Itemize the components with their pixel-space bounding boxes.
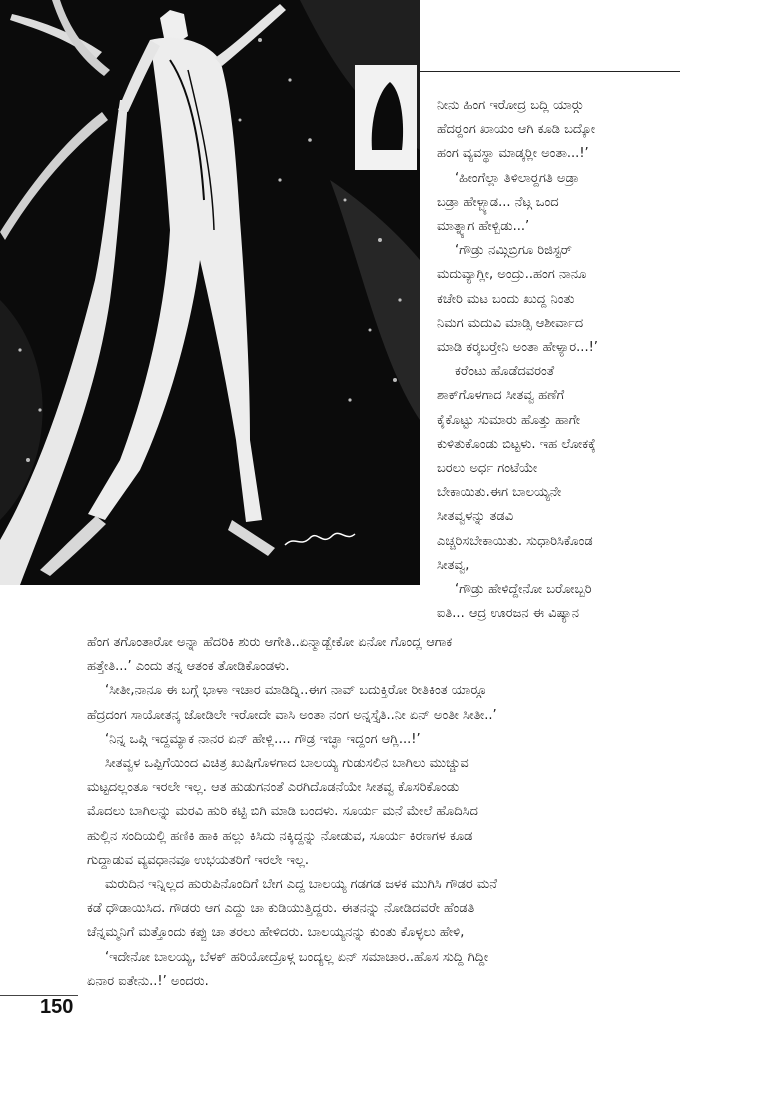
text-line: ಏನಾರ ಐತೇನು..!’ ಅಂದರು. (87, 973, 209, 989)
text-line: ಹಂಗ ವ್ಯವಸ್ಥಾ ಮಾಡ್ಕರ‍್ಲೀ ಅಂತಾ...!’ (437, 146, 589, 162)
text-line: ಗುದ್ದಾಡುವ ವ್ಯವಧಾನವೂ ಉಭಯತರಿಗೆ ಇರಲೇ ಇಲ್ಲ. (87, 852, 310, 868)
text-line: ‘ನಿನ್ನ ಒಪ್ಗಿ ಇದ್ದಮ್ಯಾಕ ನಾನರ ಏನ್ ಹೇಳ್ಲಿ.... ಗೌಡ್ರ ಇಚ್ಛಾ ಇದ್ದಂಗ ಆಗ್ಲಿ...!’ (105, 731, 421, 747)
text-line: ‘ಗೌಡ್ರು ನಮ್ಗಿಬ್ರಿಗೂ ರಿಜಿಸ್ಟರ್ (455, 243, 572, 259)
right-column-text (437, 94, 677, 626)
text-line: ಮೊದಲು ಬಾಗಿಲನ್ನು ಮರವಿ ಹುರಿ ಕಟ್ಟಿ ಬಿಗಿ ಮಾಡಿ ಬಂದಳು. ಸೂರ್ಯ ಮನೆ ಮೇಲೆ ಹೊದಿಸಿದ (87, 804, 478, 820)
text-line: ಹೆದ್ರದಂಗ ಸಾಯೋತನ್ಕ ಜೋಡಿಲೇ ಇರೋದೇ ವಾಸಿ ಅಂತಾ ನಂಗ ಅನ್ನಸ್ತೈತಿ..ನೀ ಏನ್ ಅಂತೀ ಸೀತೀ..’ (87, 707, 497, 723)
text-line: ಸೀತವ್ವಳ ಒಪ್ಪಿಗೆಯಿಂದ ವಿಚಿತ್ರ ಖುಷಿಗೊಳಗಾದ ಬಾಲಯ್ಯ ಗುಡುಸಲಿನ ಬಾಗಿಲು ಮುಚ್ಚುವ (105, 756, 469, 772)
text-line: ಬಡ್ರಾ ಹೇಳ್ಬ್ಯಾಡ... ನೆಟ್ಗ ಒಂದ (437, 194, 559, 210)
full-width-text (87, 631, 687, 994)
text-line: ‘ಹೀಂಗೆಲ್ಲಾ ತಿಳಿಲಾರ‍್ದಗತಿ ಅಡ್ರಾ (455, 170, 579, 186)
text-line: ಕಚೇರಿ ಮಟ ಬಂದು ಖುದ್ದ ನಿಂತು (437, 291, 575, 307)
text-line: ಸೀತವ್ವ, (437, 557, 470, 573)
text-line: ಸೀತವ್ವಳನ್ನು ತಡವಿ (437, 509, 514, 525)
text-line: ಚೆನ್ನಮ್ಮನಿಗೆ ಮತ್ತೊಂದು ಕಪ್ಪು ಚಾ ತರಲು ಹೇಳಿದರು. ಬಾಲಯ್ಯನನ್ನು ಕುಂತು ಕೊಳ್ಳಲು ಹೇಳಿ, (87, 925, 465, 941)
text-line: ಬೇಕಾಯಿತು.ಈಗ ಬಾಲಯ್ಯನೇ (437, 485, 562, 501)
text-line: ಹುಲ್ಲಿನ ಸಂದಿಯಲ್ಲಿ ಹಣಿಕಿ ಹಾಕಿ ಹಲ್ಲು ಕಿಸಿದು ನಕ್ಕಿದ್ದನ್ನು ನೋಡುವ, ಸೂರ್ಯ ಕಿರಣಗಳ ಕೂಡ (87, 828, 473, 844)
text-line: ಮರುದಿನ ಇನ್ನಿಲ್ಲದ ಹುರುಪಿನೊಂದಿಗೆ ಬೇಗ ಎದ್ದ ಬಾಲಯ್ಯ ಗಡಗಡ ಜಳಕ ಮುಗಿಸಿ ಗೌಡರ ಮನೆ (105, 877, 497, 893)
text-line: ನಿಮಗ ಮದುವಿ ಮಾಡ್ಸಿ ಆಶೀರ್ವಾದ (437, 315, 584, 331)
text-line: ಶಾಕ್‌ಗೊಳಗಾದ ಸೀತವ್ವ ಹಣೆಗೆ (437, 388, 565, 404)
text-line: ಮಾತ್ನ್ಯಾಗ ಹೇಳ್ಬಿಡು...’ (437, 219, 530, 235)
text-line: ಹತ್ತೇತಿ...’ ಎಂದು ತನ್ನ ಆತಂಕ ತೋಡಿಕೊಂಡಳು. (87, 659, 290, 675)
illustration (0, 0, 420, 585)
header-rule (420, 71, 680, 72)
text-line: ‘ಗೌಡ್ರು ಹೇಳಿದ್ದೇನೋ ಬರೋಬ್ಬರಿ (455, 582, 592, 598)
text-line: ಹೆಂಗ ತಗೊಂತಾರೋ ಅನ್ನಾ ಹೆದರಿಕಿ ಶುರು ಆಗೇತಿ..ಏನ್ಮಾಡ್ಬೇಕೋ ಏನೋ ಗೊಂದ್ಲ ಆಗಾಕ (87, 635, 453, 650)
text-line: ಕಡೆ ಧೌಡಾಯಿಸಿದ. ಗೌಡರು ಆಗ ಎದ್ದು ಚಾ ಕುಡಿಯುತ್ತಿದ್ದರು. ಈತನನ್ನು ನೋಡಿದವರೇ ಹೆಂಡತಿ (87, 901, 475, 917)
text-line: ‘ಸೀತೀ,ನಾನೂ ಈ ಬಗ್ಗೆ ಭಾಳಾ ಇಚಾರ ಮಾಡಿದ್ನಿ..ಈಗ ನಾವ್ ಬದುಕ್ತಿರೋ ರೀತಿಕಿಂತ ಯಾರ‍್ಗೂ (105, 683, 487, 699)
text-line: ಎಚ್ಚರಿಸಬೇಕಾಯಿತು. ಸುಧಾರಿಸಿಕೊಂಡ (437, 533, 593, 549)
text-line: ‘ಇದೇನೋ ಬಾಲಯ್ಯ, ಬೆಳಕ್ ಹರಿಯೋದ್ರೊಳ್ಗ ಬಂದ್ಯಲ್ಲ ಏನ್ ಸಮಾಚಾರ..ಹೊಸ ಸುದ್ದಿ ಗಿದ್ದೀ (105, 949, 489, 965)
ink-drawing-figure-in-forest-icon (0, 0, 420, 585)
text-line: ಕರೆಂಟು ಹೊಡೆದವರಂತೆ (455, 364, 555, 380)
text-line: ಐತಿ... ಆದ್ರ ಊರಜನ ಈ ವಿಷ್ಯಾನ (437, 606, 580, 622)
text-line: ನೀನು ಹಿಂಗ ಇರೋದ್ರ ಬದ್ಲಿ ಯಾರ‍್ಗು (437, 98, 584, 113)
text-line: ಬರಲು ಅರ್ಧ ಗಂಟೆಯೇ (437, 461, 538, 477)
page-number: 150 (40, 996, 74, 1018)
text-line: ಮದುವ್ಯಾಗ್ಲೀ, ಅಂದ್ರು..ಹಂಗ ನಾನೂ (437, 267, 587, 283)
text-line: ಕೈಕೊಟ್ಟು ಸುಮಾರು ಹೊತ್ತು ಹಾಗೇ (437, 412, 581, 428)
text-line: ಮಟ್ಟದಲ್ಲಂತೂ ಇರಲೇ ಇಲ್ಲ. ಆತ ಹುಡುಗನಂತೆ ಎರಗಿದೊಡನೆಯೇ ಸೀತವ್ವ ಕೊಸರಿಕೊಂಡು (87, 780, 460, 796)
text-line: ಹೆದರ‍್ದಂಗ ಖಾಯಂ ಆಗಿ ಕೂಡಿ ಬದ್ಕೋ (437, 122, 596, 138)
text-line: ಮಾಡಿ ಕರ‍್ಕಬರ‍್ತೇನಿ ಅಂತಾ ಹೇಳ್ಯಾರ...!’ (437, 340, 598, 356)
text-line: ಕುಳಿತುಕೊಂಡು ಬಿಟ್ಟಳು. ಇಹ ಲೋಕಕ್ಕೆ (437, 436, 596, 452)
